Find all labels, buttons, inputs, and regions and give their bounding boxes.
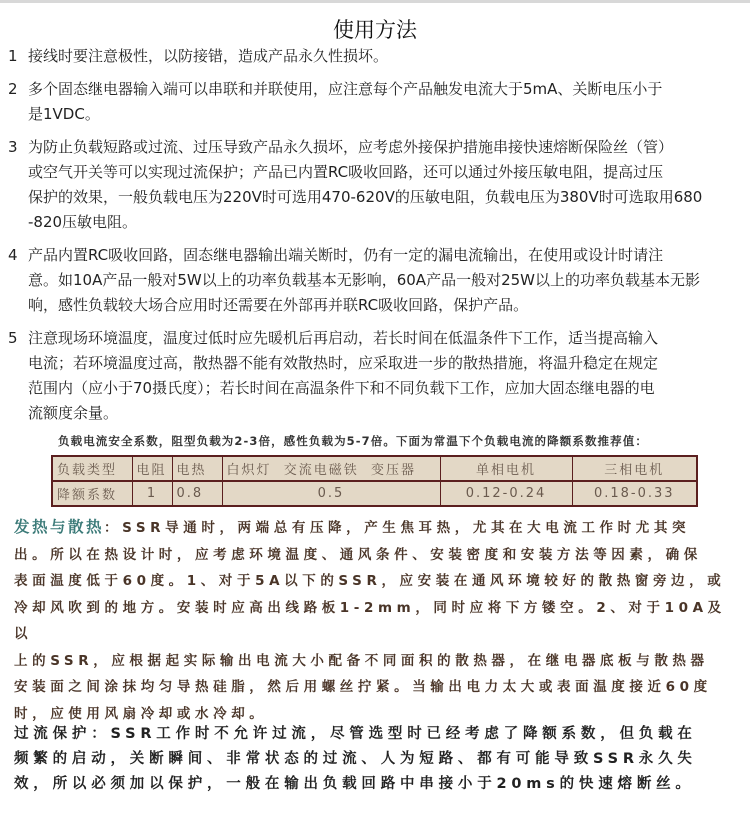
text-line: 为防止负载短路或过流、过压导致产品永久损坏，应考虑外接保护措施串接快速熔断保险丝（管） <box>28 138 674 156</box>
text-line: 产品内置RC吸收回路，固态继电器输出端关断时，仍有一定的漏电流输出，在使用或设计时请注 <box>28 246 664 264</box>
item-text <box>28 44 743 69</box>
header-cell: 白炽灯 交流电磁铁 变压器 <box>222 456 440 481</box>
derating-table <box>51 455 698 507</box>
item-text <box>28 77 743 127</box>
text-line: 范围内（应小于70摄氏度）；若长时间在高温条件下和不同负载下工作，应加大固态继电器的电 <box>28 379 655 397</box>
list-item <box>8 326 743 426</box>
text-line: 或空气开关等可以实现过流保护；产品已内置RC吸收回路，还可以通过外接压敏电阻，提高过压 <box>28 163 664 181</box>
text-line: -820压敏电阻。 <box>28 213 138 231</box>
header-cell: 负载类型 <box>52 456 132 481</box>
item-number: 2 <box>8 80 18 98</box>
overcurrent-section <box>14 722 740 797</box>
item-number: 1 <box>8 47 18 65</box>
row-cell: 0.5 <box>222 481 440 506</box>
item-number: 4 <box>8 246 18 264</box>
row-cell: 0.18-0.33 <box>572 481 697 506</box>
text-line: 过流保护：SSR工作时不允许过流，尽管选型时已经考虑了降额系数，但负载在 <box>14 726 697 742</box>
header-cell: 电热 <box>172 456 222 481</box>
page-title: 使用方法 <box>333 18 417 42</box>
table-row <box>52 481 697 506</box>
header-cell: 电阻 <box>132 456 172 481</box>
list-item <box>8 44 743 69</box>
header-cell: 三相电机 <box>572 456 697 481</box>
text-line: 保护的效果，一般负载电压为220V时可选用470-620V的压敏电阻，负载电压为380V时可选取用680 <box>28 188 703 206</box>
item-number: 3 <box>8 138 18 156</box>
header-cell: 单相电机 <box>440 456 572 481</box>
text-line: ：SSR导通时，两端总有压降，产生焦耳热，尤其在大电流工作时尤其突 <box>104 520 691 536</box>
list-item <box>8 135 743 235</box>
heat-dissipation-section <box>14 514 740 727</box>
usage-list <box>8 44 743 434</box>
text-line: 注意现场环境温度，温度过低时应先暖机后再启动，若长时间在低温条件下工作，适当提高输入 <box>28 329 659 347</box>
text-line: 频繁的启动，关断瞬间、非常状态的过流、人为短路、都有可能导致SSR永久失 <box>14 751 697 767</box>
item-text <box>28 135 743 235</box>
item-text <box>28 326 743 426</box>
row-cell: 1 <box>132 481 172 506</box>
heat-heading: 发热与散热 <box>14 518 105 536</box>
text-line: 多个固态继电器输入端可以串联和并联使用，应注意每个产品触发电流大于5mA、关断电压小于 <box>28 80 663 98</box>
row-cell: 0.8 <box>172 481 222 506</box>
table-header-row <box>52 456 697 481</box>
text-line: 安装面之间涂抹均匀导热硅脂，然后用螺丝拧紧。当输出电力太大或表面温度接近60度 <box>14 679 712 695</box>
text-line: 电流；若环境温度过高，散热器不能有效散热时，应采取进一步的散热措施，将温升稳定在规定 <box>28 354 659 372</box>
text-line: 意。如10A产品一般对5W以上的功率负载基本无影响，60A产品一般对25W以上的功率负载基本无影 <box>28 271 700 289</box>
text-line: 接线时要注意极性，以防接错，造成产品永久性损坏。 <box>28 47 389 65</box>
text-line: 出。所以在热设计时，应考虑环境温度、通风条件、安装密度和安装方法等因素，确保 <box>14 546 702 563</box>
row-cell: 降额系数 <box>52 481 132 506</box>
text-line: 表面温度低于60度。1、对于5A以下的SSR，应安装在通风环境较好的散热窗旁边，或 <box>14 573 726 589</box>
list-item <box>8 77 743 127</box>
text-line: 上的SSR，应根据起实际输出电流大小配备不同面积的散热器，在继电器底板与散热器 <box>14 652 709 669</box>
item-text <box>28 243 743 318</box>
text-line: 流额度余量。 <box>28 404 119 422</box>
text-line: 响，感性负载较大场合应用时还需要在外部再并联RC吸收回路，保护产品。 <box>28 296 529 314</box>
text-line: 是1VDC。 <box>28 105 100 123</box>
table-caption: 负载电流安全系数，阻型负载为2-3倍，感性负载为5-7倍。下面为常温下个负载电流的降额系数推荐值： <box>58 434 648 448</box>
item-number: 5 <box>8 329 18 347</box>
row-cell: 0.12-0.24 <box>440 481 572 506</box>
top-divider <box>0 0 750 3</box>
list-item <box>8 243 743 318</box>
text-line: 效，所以必须加以保护，一般在输出负载回路中串接小于20ms的快速熔断丝。 <box>14 776 695 792</box>
text-line: 时，应使用风扇冷却或水冷却。 <box>14 705 268 722</box>
text-line: 冷却风吹到的地方。安装时应高出线路板1-2mm，同时应将下方镂空。2、对于10A及以 <box>14 599 726 642</box>
